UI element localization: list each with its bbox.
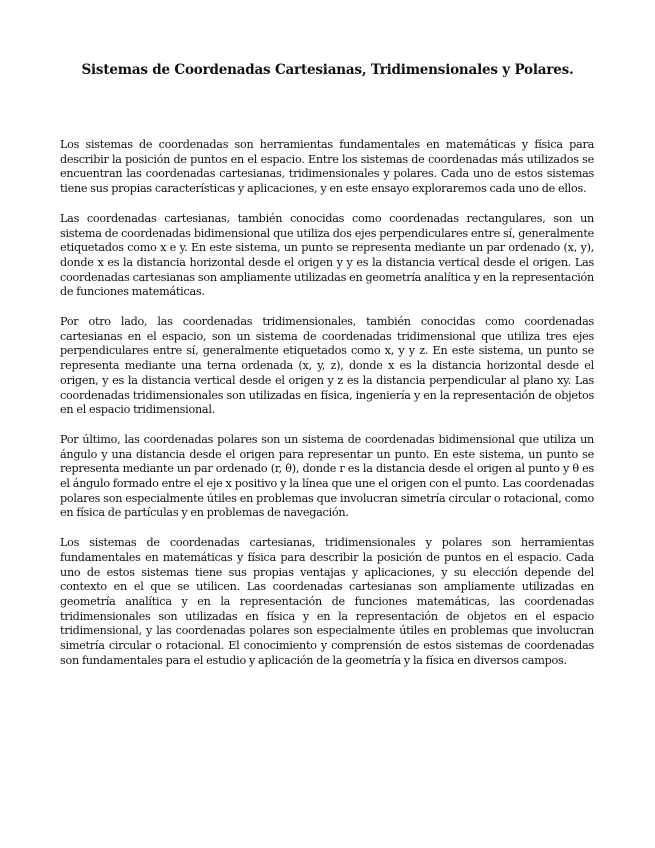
paragraph-cartesian: Las coordenadas cartesianas, también conocidas como coordenadas rectangulares, son un sistema de coordenadas bidimensional que utiliza dos ejes perpendiculares entre sí, generalmente etiquetados como x e y. En este sistema, un punto se representa mediante un par ordenado (x, y), donde x es la distancia horizontal desde el origen y y es la distancia vertical desde el origen. Las coordenadas cartesianas son ampliamente utilizadas en geometría analítica y en la representación de funciones matemáticas. xyxy=(60,211,594,299)
paragraph-polar: Por último, las coordenadas polares son un sistema de coordenadas bidimensional que utiliza un ángulo y una distancia desde el origen para representar un punto. En este sistema, un punto se representa mediante un par ordenado (r, θ), donde r es la distancia desde el origen al punto y θ es el ángulo formado entre el eje x positivo y la línea que une el origen con el punto. Las coordenadas polares son especialmente útiles en problemas que involucran simetría circular o rotacional, como en física de partículas y en problemas de navegación. xyxy=(60,432,594,520)
paragraph-conclusion: Los sistemas de coordenadas cartesianas, tridimensionales y polares son herramientas fundamentales en matemáticas y física para describir la posición de puntos en el espacio. Cada uno de estos sistemas tiene sus propias ventajas y aplicaciones, y su elección depende del contexto en el que se utilicen. Las coordenadas cartesianas son ampliamente utilizadas en geometría analítica y en la representación de funciones matemáticas, las coordenadas tridimensionales son utilizadas en física y en la representación de objetos en el espacio tridimensional, y las coordenadas polares son especialmente útiles en problemas que involucran simetría circular o rotacional. El conocimiento y comprensión de estos sistemas de coordenadas son fundamentales para el estudio y aplicación de la geometría y la física en diversos campos. xyxy=(60,536,594,667)
paragraph-three-dimensional: Por otro lado, las coordenadas tridimensionales, también conocidas como coordenadas cartesianas en el espacio, son un sistema de coordenadas tridimensional que utiliza tres ejes perpendiculares entre sí, generalmente etiquetados como x, y y z. En este sistema, un punto se representa mediante una terna ordenada (x, y, z), donde x es la distancia horizontal desde el origen, y es la distancia vertical desde el origen y z es la distancia perpendicular al plano xy. Las coordenadas tridimensionales son utilizadas en física, ingeniería y en la representación de objetos en el espacio tridimensional. xyxy=(60,315,594,417)
document-title: Sistemas de Coordenadas Cartesianas, Tridimensionales y Polares. xyxy=(81,62,574,78)
document-body xyxy=(60,138,594,684)
paragraph-intro: Los sistemas de coordenadas son herramientas fundamentales en matemáticas y física para describir la posición de puntos en el espacio. Entre los sistemas de coordenadas más utilizados se encuentran las coordenadas cartesianas, tridimensionales y polares. Cada uno de estos sistemas tiene sus propias características y aplicaciones, y en este ensayo exploraremos cada uno de ellos. xyxy=(60,138,594,196)
